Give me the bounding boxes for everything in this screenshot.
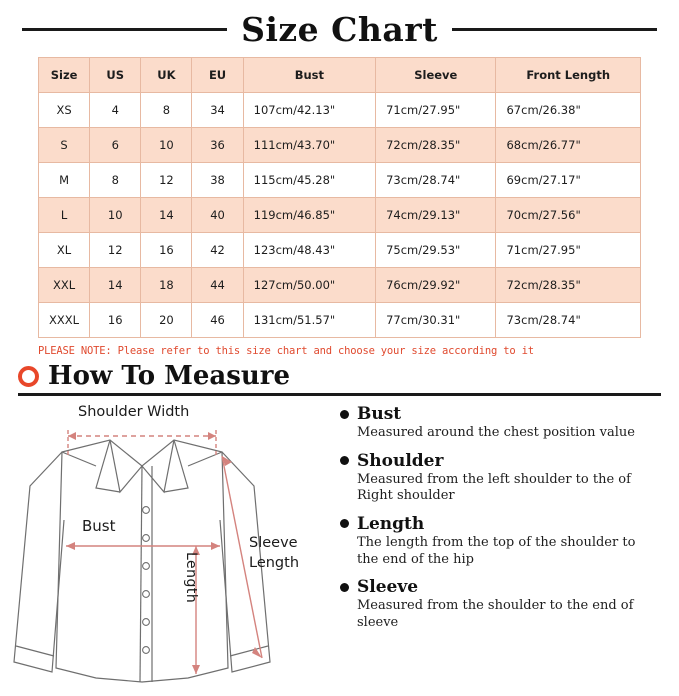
cell-sleeve: 77cm/30.31" [376,303,496,338]
garment-diagram [0,400,338,696]
definition-heading [338,404,669,424]
cell-size: M [39,163,90,198]
label-bust: Bust [82,517,116,535]
definition-term: Sleeve [357,577,419,598]
how-to-measure-title: How To Measure [48,361,291,391]
label-shoulder-width: Shoulder Width [78,404,190,420]
cell-us: 4 [90,93,141,128]
cell-bust: 119cm/46.85" [243,198,375,233]
bullet-dot-icon [340,410,349,419]
definition-heading [338,577,669,597]
column-header: Front Length [496,58,641,93]
cell-us: 14 [90,268,141,303]
cell-front-length: 71cm/27.95" [496,233,641,268]
cell-size: XXL [39,268,90,303]
cell-us: 8 [90,163,141,198]
table-row [39,233,641,268]
definition-description: The length from the top of the shoulder to the end of the hip [357,534,636,567]
cell-front-length: 70cm/27.56" [496,198,641,233]
bullet-dot-icon [340,456,349,465]
definition-description: Measured around the chest position value [357,425,635,440]
measurement-definitions [338,400,679,696]
cell-sleeve: 75cm/29.53" [376,233,496,268]
definition-term: Bust [357,404,402,424]
cell-front-length: 69cm/27.17" [496,163,641,198]
cell-bust: 115cm/45.28" [243,163,375,198]
cell-size: XXXL [39,303,90,338]
definition-bust [338,404,669,442]
table-row [39,268,641,303]
cell-eu: 44 [192,268,243,303]
cell-sleeve: 71cm/27.95" [376,93,496,128]
cell-front-length: 73cm/28.74" [496,303,641,338]
label-sleeve-line2: Length [249,555,300,571]
cell-eu: 46 [192,303,243,338]
table-row [39,93,641,128]
cell-uk: 20 [141,303,192,338]
cell-bust: 131cm/51.57" [243,303,375,338]
cell-us: 16 [90,303,141,338]
page-title: Size Chart [241,10,438,49]
ring-bullet-icon [18,366,39,387]
cell-front-length: 67cm/26.38" [496,93,641,128]
how-to-measure-heading [0,357,679,391]
cell-uk: 16 [141,233,192,268]
title-rule-left [22,28,227,31]
column-header: Bust [243,58,375,93]
please-note-text: PLEASE NOTE: Please refer to this size chart and choose your size according to it [38,345,534,357]
cell-bust: 123cm/48.43" [243,233,375,268]
title-rule-right [452,28,657,31]
cell-size: L [39,198,90,233]
cell-front-length: 68cm/26.77" [496,128,641,163]
page-title-row [0,0,679,51]
cell-bust: 111cm/43.70" [243,128,375,163]
cell-sleeve: 73cm/28.74" [376,163,496,198]
bullet-dot-icon [340,519,349,528]
cell-us: 6 [90,128,141,163]
definition-heading [338,514,669,534]
column-header: EU [192,58,243,93]
cell-front-length: 72cm/28.35" [496,268,641,303]
table-header-row [39,58,641,93]
label-sleeve-line1: Sleeve [249,535,298,551]
size-table [38,57,641,338]
definition-length [338,514,669,568]
definition-description: Measured from the shoulder to the end of sleeve [357,598,634,630]
definition-description: Measured from the left shoulder to the of Right shoulder [357,471,631,504]
cell-bust: 107cm/42.13" [243,93,375,128]
cell-us: 10 [90,198,141,233]
table-row [39,198,641,233]
table-row [39,303,641,338]
cell-eu: 38 [192,163,243,198]
cell-us: 12 [90,233,141,268]
definition-term: Shoulder [357,450,444,471]
column-header: Size [39,58,90,93]
cell-uk: 10 [141,128,192,163]
cell-sleeve: 76cm/29.92" [376,268,496,303]
measure-section [0,396,679,696]
bullet-dot-icon [340,583,349,592]
size-table-wrap [0,51,679,338]
definition-term: Length [357,513,425,534]
cell-size: XS [39,93,90,128]
cell-sleeve: 72cm/28.35" [376,128,496,163]
column-header: UK [141,58,192,93]
table-row [39,163,641,198]
cell-size: XL [39,233,90,268]
table-row [39,128,641,163]
label-length: Length [183,552,199,604]
cell-uk: 18 [141,268,192,303]
cell-eu: 36 [192,128,243,163]
column-header: Sleeve [376,58,496,93]
cell-sleeve: 74cm/29.13" [376,198,496,233]
definition-shoulder [338,451,669,505]
cell-uk: 14 [141,198,192,233]
cell-uk: 8 [141,93,192,128]
cell-eu: 42 [192,233,243,268]
definition-sleeve [338,577,669,631]
column-header: US [90,58,141,93]
definition-heading [338,451,669,471]
cell-uk: 12 [141,163,192,198]
cell-eu: 40 [192,198,243,233]
cell-bust: 127cm/50.00" [243,268,375,303]
cell-eu: 34 [192,93,243,128]
cell-size: S [39,128,90,163]
